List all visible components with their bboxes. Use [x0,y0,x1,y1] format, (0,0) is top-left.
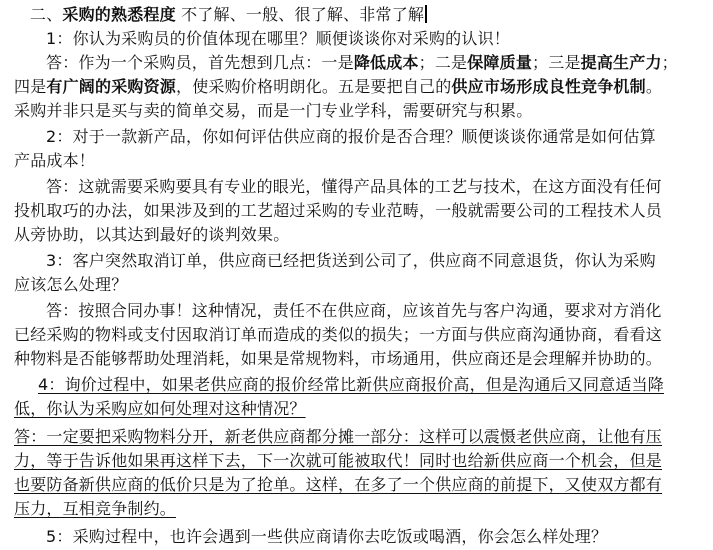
answer-3-line-2: 已经采购的物料或支付因取消订单而造成的类似的损失；一方面与供应商沟通协商，看看这 [14,325,663,344]
answer-4-line-4: 压力，互相竞争制约。 [14,499,177,518]
question-2-line-2: 产品成本！ [14,151,96,170]
answer-4-line-3: 也要防备新供应商的低价只是为了抢单。这样，在多了一个供应商的前提下，又使双方都有 [14,475,663,494]
answer-2-line-2: 投机取巧的办法，如果涉及到的工艺超过采购的专业范畴，一般就需要公司的工程技术人员 [14,201,663,220]
heading-title: 采购的熟悉程度 [62,5,176,24]
question-5: 5：采购过程中，也许会遇到一些供应商请你去吃饭或喝酒，你会怎么样处理？ [46,527,608,546]
answer-4-line-1: 答：一定要把采购物料分开，新老供应商都分摊一部分：这样可以震慑老供应商，让他有压 [14,427,663,446]
question-3-line-1: 3：客户突然取消订单，供应商已经把货送到公司了，供应商不同意退货，你认为采购 [46,251,656,270]
answer-4-line-2: 力，等于告诉他如果再这样下去，下一次就可能被取代！同时也给新供应商一个机会，但是 [14,451,663,470]
answer-1-line-2: 四是有广阔的采购资源，使采购价格明朗化。五是要把自己的供应市场形成良性竞争机制。 [14,77,663,96]
answer-1-line-1: 答：作为一个采购员，首先想到几点：一是降低成本；二是保障质量；三是提高生产力； [46,53,678,72]
answer-3-line-1: 答：按照合同办事！这种情况，责任不在供应商，应该首先与客户沟通，要求对方消化 [46,301,662,320]
answer-2-line-3: 从旁协助，以其达到最好的谈判效果。 [14,225,290,244]
question-1: 1：你认为采购员的价值体现在哪里？顺便谈谈你对采购的认识！ [46,29,510,48]
answer-3-line-3: 种物料是否能够帮助处理消耗，如果是常规物料，市场通用，供应商还是会理解并协助的。 [14,349,663,368]
heading-options: 不了解、一般、很了解、非常了解 [181,5,425,24]
answer-2-line-1: 答：这就需要采购要具有专业的眼光，懂得产品具体的工艺与技术，在这方面没有任何 [46,177,662,196]
answer-1-line-3: 采购并非只是买与卖的简单交易，而是一门专业学科，需要研究与积累。 [14,101,533,120]
question-4-line-2: 低，你认为采购应如何处理对这种情况？ [14,399,306,418]
heading-prefix: 二、 [30,5,63,24]
question-4-line-1: 4：询价过程中，如果老供应商的报价经常比新供应商报价高，但是沟通后又同意适当降 [38,375,664,394]
text-cursor [425,5,427,23]
section-heading[interactable] [30,4,427,26]
question-2-line-1: 2：对于一款新产品，你如何评估供应商的报价是否合理？顺便谈谈你通常是如何估算 [46,127,656,146]
question-3-line-2: 应该怎么处理？ [14,275,128,294]
